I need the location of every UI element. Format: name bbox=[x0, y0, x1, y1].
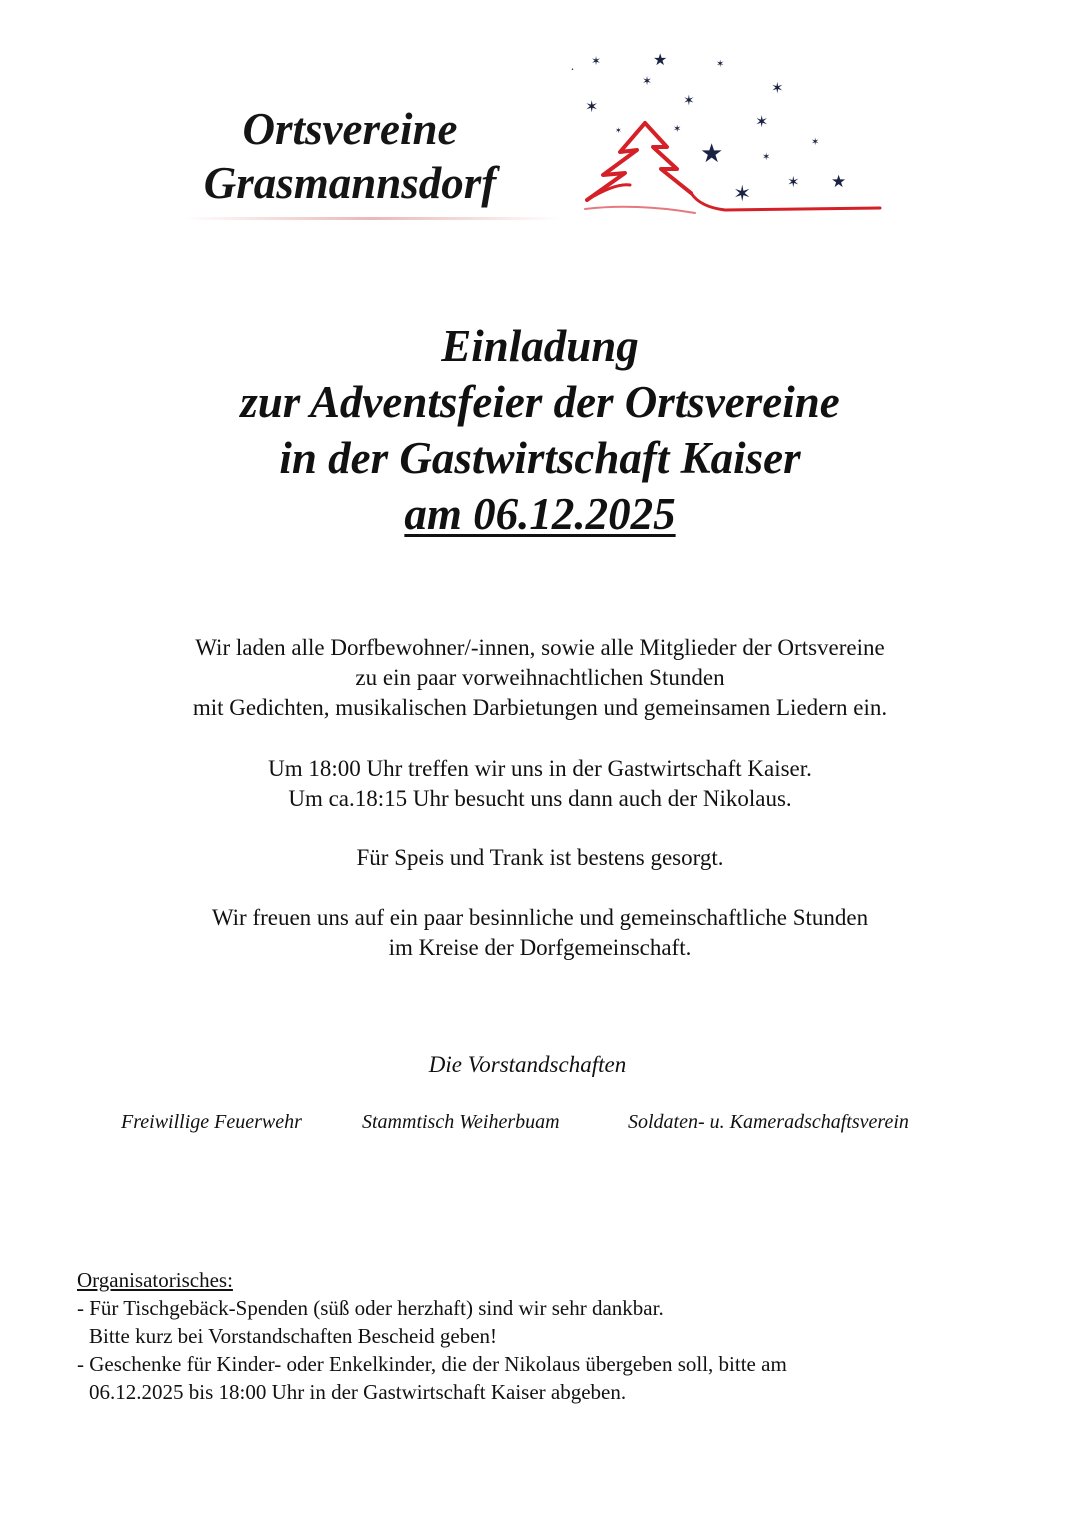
organisational-heading: Organisatorisches: bbox=[77, 1268, 233, 1292]
club-name-title bbox=[185, 102, 515, 210]
body-line: Um 18:00 Uhr treffen wir uns in der Gastwirtschaft Kaiser. bbox=[268, 756, 812, 781]
star-icon: ✶ bbox=[642, 74, 653, 88]
star-icon: ✶ bbox=[673, 124, 682, 135]
star-icon: ✶ bbox=[733, 182, 752, 207]
invitation-paragraph-4 bbox=[0, 903, 1080, 963]
body-line: zu ein paar vorweihnachtlichen Stunden bbox=[355, 665, 725, 690]
star-icon: ★ bbox=[653, 50, 668, 69]
star-icon: ★ bbox=[700, 139, 724, 169]
christmas-tree-stars-logo-icon bbox=[571, 35, 885, 225]
star-icon: ✶ bbox=[755, 112, 769, 131]
invitation-line2: zur Adventsfeier der Ortsvereine bbox=[240, 377, 840, 427]
org-soldiers-club: Soldaten- u. Kameradschaftsverein bbox=[628, 1111, 909, 1133]
star-icon: ✶ bbox=[615, 126, 622, 135]
body-line: Wir laden alle Dorfbewohner/-innen, sowie alle Mitglieder der Ortsvereine bbox=[195, 635, 885, 660]
note-item: - Geschenke für Kinder- oder Enkelkinder, die der Nikolaus übergeben soll, bitte am bbox=[77, 1352, 787, 1376]
star-icon: • bbox=[571, 67, 574, 73]
star-icon: ✶ bbox=[585, 97, 599, 116]
body-line: Für Speis und Trank ist bestens gesorgt. bbox=[356, 845, 724, 870]
star-icon: ✶ bbox=[716, 59, 725, 70]
body-line: mit Gedichten, musikalischen Darbietungen und gemeinsamen Liedern ein. bbox=[192, 695, 888, 720]
star-icon: ✶ bbox=[591, 54, 602, 68]
club-name-line1: Ortsvereine bbox=[242, 104, 458, 154]
signoff-text: Die Vorstandschaften bbox=[428, 1052, 627, 1077]
note-item-continued: Bitte kurz bei Vorstandschaften Bescheid geben! bbox=[89, 1324, 498, 1348]
invitation-date: am 06.12.2025 bbox=[404, 489, 676, 539]
header-underline bbox=[185, 217, 560, 220]
star-icon: ✶ bbox=[771, 79, 784, 97]
org-stammtisch: Stammtisch Weiherbuam bbox=[362, 1111, 560, 1133]
star-icon: ✶ bbox=[683, 93, 695, 109]
org-fire-brigade: Freiwillige Feuerwehr bbox=[121, 1111, 302, 1133]
star-icon: ✶ bbox=[762, 152, 771, 163]
star-icon: ✶ bbox=[811, 137, 820, 148]
invitation-line3: in der Gastwirtschaft Kaiser bbox=[279, 433, 801, 483]
invitation-line1: Einladung bbox=[441, 321, 639, 371]
star-icon: ✶ bbox=[787, 173, 800, 191]
note-item-continued: 06.12.2025 bis 18:00 Uhr in der Gastwirtschaft Kaiser abgeben. bbox=[89, 1380, 627, 1404]
body-line: Wir freuen uns auf ein paar besinnliche und gemeinschaftliche Stunden bbox=[211, 905, 869, 930]
organisational-notes bbox=[77, 1266, 1037, 1406]
invitation-paragraph-1 bbox=[0, 633, 1080, 723]
club-name-line2: Grasmannsdorf bbox=[203, 158, 497, 208]
invitation-paragraph-3 bbox=[0, 843, 1080, 873]
star-icon: ★ bbox=[831, 172, 847, 192]
body-line: im Kreise der Dorfgemeinschaft. bbox=[388, 935, 692, 960]
invitation-paragraph-2 bbox=[0, 754, 1080, 814]
body-line: Um ca.18:15 Uhr besucht uns dann auch der Nikolaus. bbox=[288, 786, 792, 811]
invitation-heading bbox=[0, 318, 1080, 542]
note-item: - Für Tischgebäck-Spenden (süß oder herzhaft) sind wir sehr dankbar. bbox=[77, 1296, 664, 1320]
